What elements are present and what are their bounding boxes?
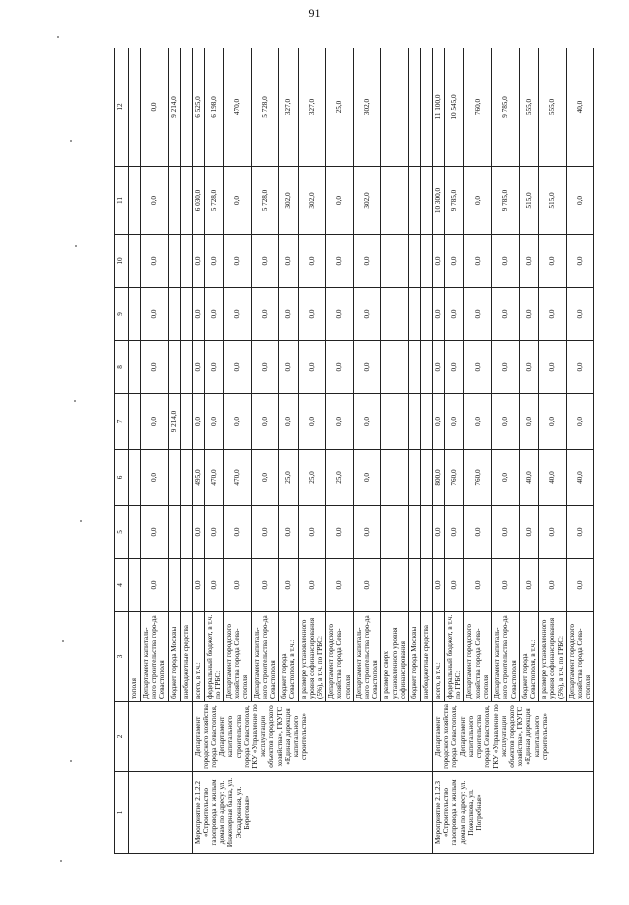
value-cell (129, 394, 141, 450)
value-cell (421, 48, 433, 167)
value-cell: 40,0 (566, 48, 594, 167)
value-cell (409, 394, 421, 450)
value-cell: 0,0 (192, 341, 204, 394)
funding-source-label: Департамент городского хозяйства города Сева-стополя (566, 612, 594, 702)
value-cell (180, 450, 192, 506)
value-cell: 0,0 (141, 48, 169, 167)
value-cell: 0,0 (326, 559, 354, 612)
value-cell (129, 506, 141, 559)
value-cell: 0,0 (433, 506, 445, 559)
value-cell: 0,0 (492, 288, 520, 341)
measure-2-1-2-2-measure-name: Мероприятие 2.1.2.2 «Строительство газопровода к жилым домам по адресу: ул. Инженерная балка, ул. Эскадронная, ул. Береговая» (192, 772, 432, 854)
value-cell: 0,0 (566, 559, 594, 612)
value-cell: 0,0 (224, 167, 252, 235)
value-cell: 0,0 (433, 288, 445, 341)
value-cell: 0,0 (433, 235, 445, 288)
value-cell: 0,0 (445, 341, 464, 394)
scan-speck (70, 140, 72, 142)
page-number: 91 (308, 6, 321, 20)
value-cell: 0,0 (224, 506, 252, 559)
value-cell: 0,0 (251, 559, 279, 612)
value-cell: 0,0 (566, 341, 594, 394)
value-cell: 0,0 (353, 341, 381, 394)
value-cell: 0,0 (445, 559, 464, 612)
funding-source-label: всего, в т.ч.: (192, 612, 204, 702)
funding-source-label: тополя (129, 612, 141, 702)
value-cell: 327,0 (279, 48, 298, 167)
scan-speck (60, 860, 62, 862)
value-cell: 0,0 (445, 394, 464, 450)
value-cell: 25,0 (298, 450, 326, 506)
value-cell (421, 288, 433, 341)
value-cell: 0,0 (566, 394, 594, 450)
value-cell: 0,0 (464, 394, 492, 450)
measure-2-1-2-3-measure-name: Мероприятие 2.1.2.3 «Строительство газопровода к жилым домам по адресу: ул. Пожилкова, ул. Погребная» (433, 772, 594, 854)
funding-source-label: федеральный бюджет, в т.ч. по ГРБС: (204, 612, 223, 702)
value-cell: 25,0 (326, 450, 354, 506)
value-cell (168, 559, 180, 612)
value-cell: 5 728,0 (251, 48, 279, 167)
value-cell: 0,0 (204, 288, 223, 341)
value-cell (168, 235, 180, 288)
value-cell: 0,0 (519, 506, 538, 559)
value-cell: 6 525,0 (192, 48, 204, 167)
column-number-4: 4 (115, 559, 129, 612)
funding-source-label: федеральный бюджет, в т.ч. по ГРБС: (445, 612, 464, 702)
value-cell: 0,0 (464, 235, 492, 288)
value-cell (381, 235, 409, 288)
value-cell: 470,0 (224, 450, 252, 506)
value-cell: 800,0 (433, 450, 445, 506)
value-cell: 0,0 (279, 288, 298, 341)
value-cell: 0,0 (464, 288, 492, 341)
value-cell: 0,0 (192, 394, 204, 450)
value-cell: 9 214,0 (168, 48, 180, 167)
value-cell: 0,0 (192, 559, 204, 612)
value-cell: 9 214,0 (168, 394, 180, 450)
value-cell: 0,0 (464, 341, 492, 394)
value-cell (421, 450, 433, 506)
value-cell: 760,0 (464, 48, 492, 167)
value-cell (168, 167, 180, 235)
value-cell (180, 235, 192, 288)
value-cell (421, 341, 433, 394)
value-cell (381, 288, 409, 341)
value-cell (129, 341, 141, 394)
funding-source-label: внебюджетные средства (421, 612, 433, 702)
measure-2-1-2-2-executor: Департамент городского хозяйства города Севастополя, Департамент капитального строительства города Севастополя, ГКУ «Управление по эксплуатации объектов городского хозяйства», ГКУГС «Единая дирекция капитального строительства» (192, 702, 432, 772)
value-cell (409, 506, 421, 559)
column-number-12: 12 (115, 48, 129, 167)
value-cell (409, 341, 421, 394)
value-cell (381, 167, 409, 235)
value-cell (409, 167, 421, 235)
value-cell: 470,0 (224, 48, 252, 167)
scan-speck (75, 245, 77, 247)
value-cell: 0,0 (492, 450, 520, 506)
value-cell (168, 341, 180, 394)
value-cell: 0,0 (141, 341, 169, 394)
value-cell (129, 450, 141, 506)
column-number-7: 7 (115, 394, 129, 450)
value-cell: 0,0 (224, 288, 252, 341)
value-cell: 9 785,0 (445, 167, 464, 235)
value-cell: 0,0 (519, 559, 538, 612)
value-cell: 0,0 (539, 341, 567, 394)
value-cell: 0,0 (326, 506, 354, 559)
value-cell: 10 300,0 (433, 167, 445, 235)
value-cell (180, 288, 192, 341)
value-cell: 0,0 (445, 235, 464, 288)
value-cell: 0,0 (433, 559, 445, 612)
value-cell: 9 785,0 (492, 167, 520, 235)
funding-source-label: всего, в т.ч.: (433, 612, 445, 702)
value-cell: 0,0 (224, 235, 252, 288)
value-cell: 0,0 (251, 450, 279, 506)
value-cell: 0,0 (251, 506, 279, 559)
column-number-2: 2 (115, 702, 129, 772)
value-cell: 0,0 (539, 235, 567, 288)
value-cell: 0,0 (279, 559, 298, 612)
value-cell (381, 506, 409, 559)
value-cell (129, 288, 141, 341)
value-cell: 302,0 (353, 167, 381, 235)
table-frame (114, 48, 606, 854)
value-cell: 0,0 (192, 235, 204, 288)
funding-source-label: Департамент городского хозяйства города Сева-стополя (326, 612, 354, 702)
value-cell: 0,0 (141, 394, 169, 450)
value-cell: 9 785,0 (492, 48, 520, 167)
value-cell: 6 198,0 (204, 48, 223, 167)
funding-source-label: бюджет города Москвы (168, 612, 180, 702)
value-cell: 327,0 (298, 48, 326, 167)
table-row (433, 48, 445, 854)
funding-source-label: Департамент капиталь-ного строительства горо-да Севастополя (492, 612, 520, 702)
value-cell (129, 559, 141, 612)
value-cell: 0,0 (192, 506, 204, 559)
value-cell: 0,0 (492, 559, 520, 612)
measure-2-1-2-3-executor: Департамент городского хозяйства города Севастополя, Департамент капитального строительства города Севастополя, ГКУ «Управление по эксплуатации объектов городского хозяйства», ГКУГС «Единая дирекция капитального строительства» (433, 702, 594, 772)
table-row (192, 48, 204, 854)
value-cell (180, 48, 192, 167)
value-cell: 0,0 (204, 506, 223, 559)
column-number-row (115, 48, 129, 854)
table-row (129, 48, 141, 854)
funding-source-label: в размере сверх установленного уровня софинансирования (381, 612, 409, 702)
value-cell (180, 506, 192, 559)
value-cell (180, 341, 192, 394)
value-cell: 760,0 (445, 450, 464, 506)
value-cell: 495,0 (192, 450, 204, 506)
value-cell: 0,0 (251, 394, 279, 450)
funding-source-label: в размере установленного уровня софинансирования (5%), в т.ч. по ГРБС: (539, 612, 567, 702)
value-cell: 0,0 (224, 559, 252, 612)
column-number-8: 8 (115, 341, 129, 394)
value-cell: 0,0 (353, 450, 381, 506)
funding-source-label: бюджет города Севастополя, в т.ч.: (279, 612, 298, 702)
value-cell (381, 394, 409, 450)
value-cell: 0,0 (353, 235, 381, 288)
value-cell: 0,0 (519, 235, 538, 288)
column-number-3: 3 (115, 612, 129, 702)
value-cell: 0,0 (539, 394, 567, 450)
value-cell: 0,0 (192, 288, 204, 341)
value-cell (421, 559, 433, 612)
value-cell: 0,0 (326, 235, 354, 288)
value-cell: 302,0 (298, 167, 326, 235)
value-cell (409, 559, 421, 612)
value-cell: 0,0 (326, 167, 354, 235)
value-cell: 0,0 (279, 506, 298, 559)
value-cell: 6 030,0 (192, 167, 204, 235)
funding-source-label: в размере установленного уровня софинансирования (5%), в т.ч. по ГРБС: (298, 612, 326, 702)
value-cell: 0,0 (251, 341, 279, 394)
value-cell: 0,0 (492, 235, 520, 288)
value-cell: 0,0 (204, 235, 223, 288)
rotated-table-container (114, 48, 606, 854)
value-cell: 0,0 (204, 394, 223, 450)
scan-speck (70, 760, 72, 762)
value-cell (180, 559, 192, 612)
value-cell: 0,0 (433, 341, 445, 394)
continued-measure-cell (129, 772, 193, 854)
value-cell: 0,0 (326, 341, 354, 394)
value-cell: 0,0 (141, 167, 169, 235)
value-cell: 0,0 (566, 506, 594, 559)
value-cell: 0,0 (445, 288, 464, 341)
value-cell: 0,0 (519, 394, 538, 450)
value-cell: 0,0 (492, 394, 520, 450)
value-cell (421, 167, 433, 235)
value-cell: 0,0 (279, 394, 298, 450)
value-cell: 0,0 (326, 288, 354, 341)
value-cell: 0,0 (353, 288, 381, 341)
value-cell: 555,0 (539, 48, 567, 167)
value-cell: 0,0 (279, 235, 298, 288)
scan-speck (74, 400, 76, 402)
column-number-1: 1 (115, 772, 129, 854)
value-cell: 0,0 (298, 341, 326, 394)
column-number-6: 6 (115, 450, 129, 506)
value-cell: 515,0 (539, 167, 567, 235)
value-cell (421, 506, 433, 559)
value-cell: 0,0 (298, 288, 326, 341)
value-cell: 0,0 (204, 559, 223, 612)
value-cell: 0,0 (464, 559, 492, 612)
value-cell: 0,0 (519, 288, 538, 341)
value-cell: 515,0 (519, 167, 538, 235)
value-cell: 0,0 (492, 506, 520, 559)
value-cell (381, 48, 409, 167)
value-cell: 0,0 (353, 394, 381, 450)
value-cell: 40,0 (566, 450, 594, 506)
value-cell: 470,0 (204, 450, 223, 506)
funding-source-label: Департамент городского хозяйства города Сева-стополя (224, 612, 252, 702)
value-cell: 11 100,0 (433, 48, 445, 167)
value-cell: 40,0 (539, 450, 567, 506)
value-cell: 40,0 (519, 450, 538, 506)
value-cell: 0,0 (251, 288, 279, 341)
value-cell (168, 450, 180, 506)
value-cell: 0,0 (204, 341, 223, 394)
value-cell (129, 167, 141, 235)
value-cell: 302,0 (279, 167, 298, 235)
value-cell: 760,0 (464, 450, 492, 506)
value-cell: 302,0 (353, 48, 381, 167)
value-cell: 0,0 (566, 235, 594, 288)
value-cell: 0,0 (141, 235, 169, 288)
scan-speck (57, 36, 59, 38)
value-cell (129, 48, 141, 167)
value-cell (168, 288, 180, 341)
value-cell: 0,0 (464, 506, 492, 559)
value-cell (409, 288, 421, 341)
column-number-10: 10 (115, 235, 129, 288)
value-cell (180, 394, 192, 450)
value-cell: 0,0 (353, 506, 381, 559)
value-cell: 0,0 (492, 341, 520, 394)
funding-source-label: Департамент капиталь-ного строительства горо-да Севастополя (353, 612, 381, 702)
value-cell: 0,0 (433, 394, 445, 450)
value-cell (129, 235, 141, 288)
value-cell (381, 450, 409, 506)
scan-speck (80, 520, 82, 522)
funding-source-label: Департамент капиталь-ного строительства горо-да Севастополя (141, 612, 169, 702)
value-cell: 0,0 (566, 288, 594, 341)
value-cell: 0,0 (141, 450, 169, 506)
value-cell: 5 728,0 (251, 167, 279, 235)
column-number-9: 9 (115, 288, 129, 341)
value-cell: 0,0 (464, 167, 492, 235)
value-cell: 0,0 (298, 394, 326, 450)
value-cell: 0,0 (539, 559, 567, 612)
value-cell: 0,0 (298, 235, 326, 288)
value-cell: 0,0 (519, 341, 538, 394)
value-cell: 0,0 (298, 506, 326, 559)
value-cell: 0,0 (539, 288, 567, 341)
funding-source-label: бюджет города Севастополя, в т.ч.: (519, 612, 538, 702)
continued-executor-cell (129, 702, 193, 772)
value-cell (409, 235, 421, 288)
scan-speck (62, 640, 64, 642)
value-cell (168, 506, 180, 559)
value-cell: 0,0 (353, 559, 381, 612)
value-cell: 0,0 (539, 506, 567, 559)
value-cell (409, 450, 421, 506)
value-cell: 0,0 (445, 506, 464, 559)
value-cell: 5 728,0 (204, 167, 223, 235)
value-cell (180, 167, 192, 235)
funding-source-label: бюджет города Москвы (409, 612, 421, 702)
value-cell: 0,0 (251, 235, 279, 288)
value-cell: 0,0 (224, 394, 252, 450)
value-cell: 0,0 (141, 506, 169, 559)
budget-table (114, 48, 594, 854)
value-cell: 10 545,0 (445, 48, 464, 167)
value-cell (381, 341, 409, 394)
value-cell (381, 559, 409, 612)
value-cell: 25,0 (279, 450, 298, 506)
funding-source-label: внебюджетные средства (180, 612, 192, 702)
value-cell: 0,0 (141, 559, 169, 612)
value-cell: 0,0 (566, 167, 594, 235)
column-number-11: 11 (115, 167, 129, 235)
value-cell: 0,0 (326, 394, 354, 450)
value-cell (421, 394, 433, 450)
funding-source-label: Департамент капиталь-ного строительства горо-да Севастополя (251, 612, 279, 702)
column-number-5: 5 (115, 506, 129, 559)
value-cell: 555,0 (519, 48, 538, 167)
value-cell: 0,0 (141, 288, 169, 341)
funding-source-label: Департамент городского хозяйства города Сева-стополя (464, 612, 492, 702)
value-cell (421, 235, 433, 288)
value-cell: 0,0 (298, 559, 326, 612)
value-cell: 0,0 (224, 341, 252, 394)
value-cell: 25,0 (326, 48, 354, 167)
value-cell (409, 48, 421, 167)
value-cell: 0,0 (279, 341, 298, 394)
